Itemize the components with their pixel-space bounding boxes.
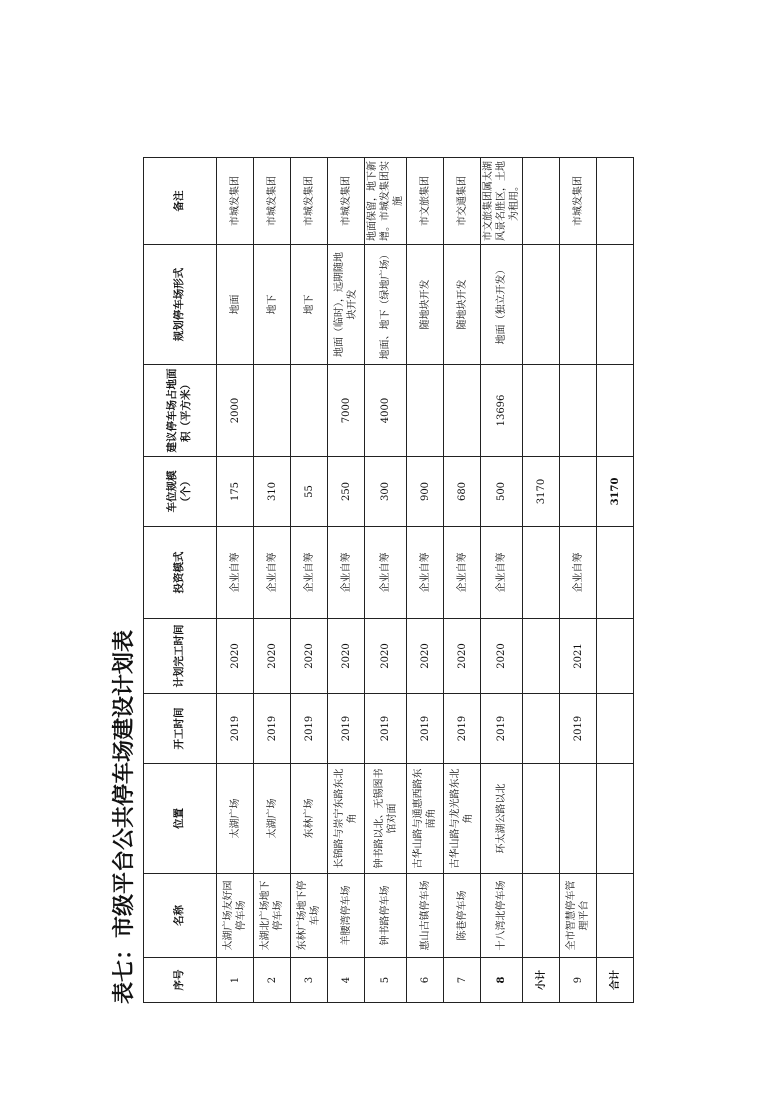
cell-spaces: 310 [254, 457, 291, 527]
cell-start: 2019 [365, 694, 407, 764]
cell-invest: 企业自筹 [254, 527, 291, 619]
cell-finish: 2020 [444, 619, 481, 694]
cell-invest: 企业自筹 [407, 527, 444, 619]
table-row [328, 158, 365, 1003]
cell-empty [597, 245, 634, 365]
table-row [291, 158, 328, 1003]
cell-index: 5 [365, 958, 407, 1003]
subtotal-label: 小计 [523, 958, 560, 1003]
table-row [481, 158, 523, 1003]
cell-location [560, 764, 597, 874]
cell-finish: 2020 [291, 619, 328, 694]
header-index: 序号 [144, 958, 217, 1003]
cell-remark: 市城发集团 [217, 158, 254, 245]
cell-start: 2019 [407, 694, 444, 764]
header-invest: 投资模式 [144, 527, 217, 619]
cell-empty [523, 694, 560, 764]
cell-invest: 企业自筹 [291, 527, 328, 619]
cell-name: 钟书路停车场 [365, 874, 407, 958]
cell-empty [523, 245, 560, 365]
cell-spaces: 680 [444, 457, 481, 527]
cell-form: 随地块开发 [407, 245, 444, 365]
table-row [254, 158, 291, 1003]
cell-index: 3 [291, 958, 328, 1003]
table-row [217, 158, 254, 1003]
cell-empty [523, 764, 560, 874]
cell-start: 2019 [254, 694, 291, 764]
cell-location: 东林广场 [291, 764, 328, 874]
cell-form: 地面（临时），远期随地块开发 [328, 245, 365, 365]
cell-empty [597, 764, 634, 874]
cell-name: 羊腰湾停车场 [328, 874, 365, 958]
cell-empty [523, 527, 560, 619]
cell-spaces [560, 457, 597, 527]
cell-empty [597, 158, 634, 245]
cell-empty [597, 874, 634, 958]
cell-start: 2019 [217, 694, 254, 764]
cell-invest: 企业自筹 [328, 527, 365, 619]
header-finish: 计划完工时间 [144, 619, 217, 694]
table-row [365, 158, 407, 1003]
cell-remark: 市文旅集团 [407, 158, 444, 245]
cell-empty [523, 874, 560, 958]
cell-spaces: 250 [328, 457, 365, 527]
cell-start: 2019 [291, 694, 328, 764]
cell-location: 太湖广场 [254, 764, 291, 874]
cell-location: 古华山路与龙光路东北角 [444, 764, 481, 874]
cell-location: 环太湖公路以北 [481, 764, 523, 874]
cell-remark: 市交通集团 [444, 158, 481, 245]
cell-name: 全市智慧停车管理平台 [560, 874, 597, 958]
cell-finish: 2020 [254, 619, 291, 694]
cell-finish: 2020 [328, 619, 365, 694]
cell-area: 2000 [217, 365, 254, 457]
cell-empty [597, 365, 634, 457]
cell-index: 6 [407, 958, 444, 1003]
cell-form: 地下 [291, 245, 328, 365]
total-row [597, 158, 634, 1003]
cell-location: 古华山路与通惠西路东南角 [407, 764, 444, 874]
cell-remark: 市城发集团 [254, 158, 291, 245]
cell-area [407, 365, 444, 457]
cell-start: 2019 [481, 694, 523, 764]
cell-form: 地面 [217, 245, 254, 365]
cell-name: 东林广场地下停车场 [291, 874, 328, 958]
cell-empty [597, 619, 634, 694]
header-area: 建议停车场占地面积（平方米） [144, 365, 217, 457]
cell-form: 随地块开发 [444, 245, 481, 365]
cell-index: 9 [560, 958, 597, 1003]
cell-spaces: 300 [365, 457, 407, 527]
cell-area: 7000 [328, 365, 365, 457]
cell-location: 太湖广场 [217, 764, 254, 874]
cell-invest: 企业自筹 [365, 527, 407, 619]
cell-start: 2019 [328, 694, 365, 764]
cell-index: 1 [217, 958, 254, 1003]
header-form: 规划停车场形式 [144, 245, 217, 365]
cell-finish: 2020 [407, 619, 444, 694]
cell-form: 地面、地下（绿地广场） [365, 245, 407, 365]
cell-start: 2019 [560, 694, 597, 764]
header-spaces: 车位规模（个） [144, 457, 217, 527]
header-remark: 备注 [144, 158, 217, 245]
cell-location: 长锦路与崇宁东路东北角 [328, 764, 365, 874]
table-row [407, 158, 444, 1003]
cell-spaces: 175 [217, 457, 254, 527]
cell-index: 8 [481, 958, 523, 1003]
cell-spaces: 900 [407, 457, 444, 527]
table-row [560, 158, 597, 1003]
cell-remark: 市文旅集团属太湖风景名胜区，土地为租用。 [481, 158, 523, 245]
cell-name: 陈巷停车场 [444, 874, 481, 958]
cell-finish: 2021 [560, 619, 597, 694]
cell-finish: 2020 [365, 619, 407, 694]
cell-empty [523, 619, 560, 694]
cell-name: 太湖北广场地下停车场 [254, 874, 291, 958]
subtotal-spaces: 3170 [523, 457, 560, 527]
header-start: 开工时间 [144, 694, 217, 764]
cell-area [254, 365, 291, 457]
cell-remark: 地面保留，地下新增。市城发集团实施 [365, 158, 407, 245]
cell-remark: 市城发集团 [560, 158, 597, 245]
cell-remark: 市城发集团 [291, 158, 328, 245]
cell-finish: 2020 [481, 619, 523, 694]
cell-name: 十八湾北停车场 [481, 874, 523, 958]
cell-location: 钟书路以北、无锡图书馆对面 [365, 764, 407, 874]
cell-area: 13696 [481, 365, 523, 457]
subtotal-row [523, 158, 560, 1003]
cell-empty [523, 158, 560, 245]
table-row [444, 158, 481, 1003]
page-title: 表七：市级平台公共停车场建设计划表 [112, 629, 137, 1004]
cell-area [291, 365, 328, 457]
cell-index: 2 [254, 958, 291, 1003]
cell-remark: 市城发集团 [328, 158, 365, 245]
cell-spaces: 500 [481, 457, 523, 527]
cell-invest: 企业自筹 [217, 527, 254, 619]
cell-index: 4 [328, 958, 365, 1003]
cell-area: 4000 [365, 365, 407, 457]
cell-form [560, 245, 597, 365]
cell-finish: 2020 [217, 619, 254, 694]
plan-table-frame [143, 158, 621, 1003]
cell-invest: 企业自筹 [560, 527, 597, 619]
cell-invest: 企业自筹 [444, 527, 481, 619]
cell-area [444, 365, 481, 457]
cell-empty [597, 527, 634, 619]
header-name: 名称 [144, 874, 217, 958]
cell-name: 太湖广场友好园停车场 [217, 874, 254, 958]
total-spaces: 3170 [597, 457, 634, 527]
cell-name: 惠山古镇停车场 [407, 874, 444, 958]
header-row [144, 158, 217, 1003]
total-label: 合计 [597, 958, 634, 1003]
parking-plan-table [143, 157, 634, 1003]
cell-form: 地面（独立开发） [481, 245, 523, 365]
cell-index: 7 [444, 958, 481, 1003]
cell-empty [523, 365, 560, 457]
cell-empty [597, 694, 634, 764]
cell-area [560, 365, 597, 457]
cell-spaces: 55 [291, 457, 328, 527]
cell-start: 2019 [444, 694, 481, 764]
cell-form: 地下 [254, 245, 291, 365]
cell-invest: 企业自筹 [481, 527, 523, 619]
header-location: 位置 [144, 764, 217, 874]
